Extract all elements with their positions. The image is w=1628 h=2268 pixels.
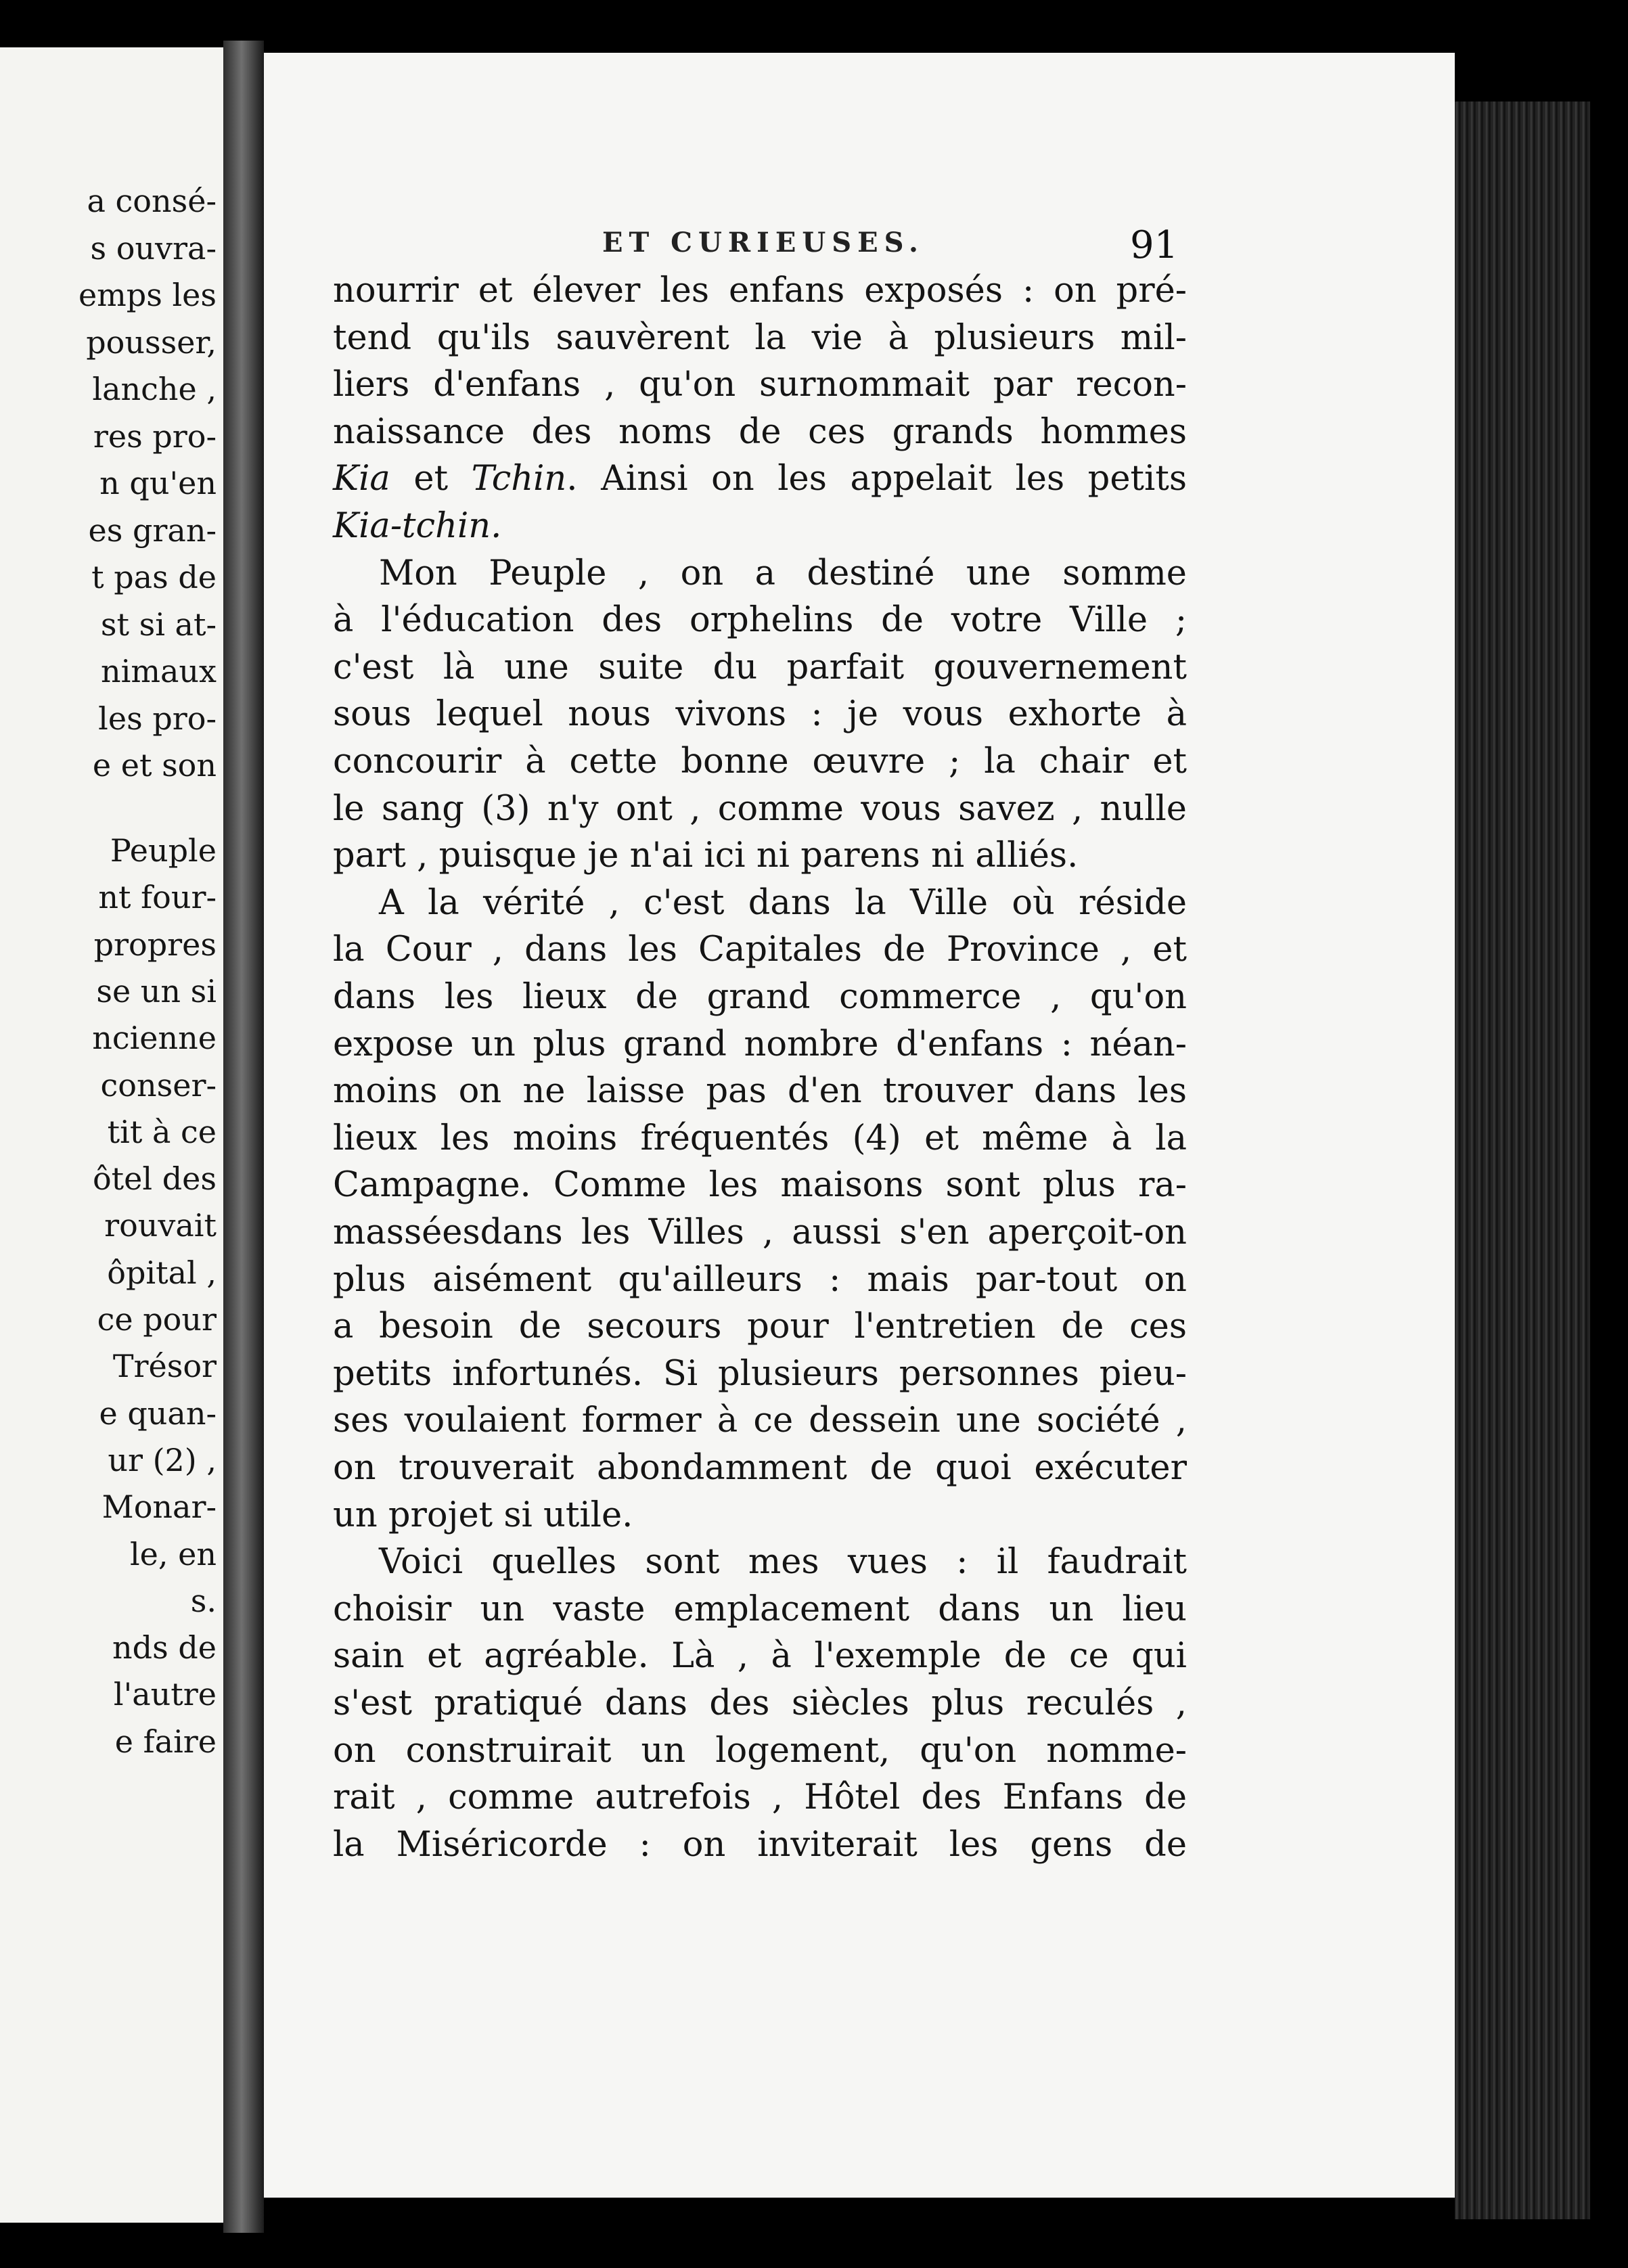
left-page-line: l'autre: [113, 1676, 217, 1713]
left-page-line: nimaux: [101, 653, 217, 689]
text-line: lieux les moins fréquentés (4) et même à la: [333, 1118, 1187, 1158]
left-page-line: es gran-: [88, 512, 217, 549]
italic-name: Kia-tchin.: [333, 506, 502, 546]
text-line: petits infortunés. Si plusieurs personnes pieu-: [333, 1353, 1187, 1394]
text-line: la Cour , dans les Capitales de Province , et: [333, 930, 1187, 970]
text-line: Mon Peuple , on a destiné une somme: [379, 553, 1187, 593]
text-line: part , puisque je n'ai ici ni parens ni alliés.: [333, 836, 1079, 876]
text-line: rait , comme autrefois , Hôtel des Enfans de: [333, 1777, 1187, 1818]
text-line: la Miséricorde : on inviterait les gens de: [333, 1824, 1187, 1865]
left-page-line: les pro-: [98, 700, 217, 737]
text-line: s'est pratiqué dans des siècles plus reculés ,: [333, 1683, 1187, 1723]
left-page-line: ôpital ,: [107, 1254, 217, 1291]
text-line: A la vérité , c'est dans la Ville où réside: [379, 882, 1187, 923]
left-page-line: a consé-: [87, 183, 217, 219]
text-line: concourir à cette bonne œuvre ; la chair et: [333, 742, 1187, 781]
left-page-line: e faire: [114, 1723, 217, 1760]
text-line: masséesdans les Villes , aussi s'en aperçoit-on: [333, 1212, 1187, 1252]
text-line: nourrir et élever les enfans exposés : on pré-: [333, 271, 1187, 311]
text-line: sous lequel nous vivons : je vous exhorte à: [333, 694, 1187, 735]
left-page-line: conser-: [100, 1066, 217, 1104]
text-line: c'est là une suite du parfait gouvernement: [333, 647, 1187, 687]
text-line: expose un plus grand nombre d'enfans : néan-: [333, 1024, 1187, 1064]
text-span: et: [390, 459, 472, 499]
left-page-line: e quan-: [99, 1394, 217, 1432]
text-line: on trouverait abondamment de quoi exécuter: [333, 1448, 1187, 1488]
text-line: [333, 459, 1187, 499]
left-page-line: st si at-: [100, 606, 217, 643]
left-page-line: tit à ce: [107, 1113, 217, 1150]
left-page-line: res pro-: [93, 417, 217, 455]
left-page-line: le, en: [129, 1535, 217, 1572]
left-page-line: ôtel des: [92, 1160, 217, 1198]
left-page-line: Trésor: [112, 1348, 217, 1385]
page-number: 91: [1130, 223, 1179, 267]
left-page-line: nt four-: [98, 879, 217, 916]
left-page-line: rouvait: [104, 1207, 217, 1244]
text-line: un projet si utile.: [333, 1495, 633, 1535]
left-page-fragment: [0, 47, 223, 2223]
left-page-line: ncienne: [92, 1020, 217, 1057]
left-page-line: ur (2) ,: [108, 1441, 217, 1478]
running-head: ET CURIEUSES.: [602, 227, 924, 258]
text-line: à l'éducation des orphelins de votre Ville ;: [333, 600, 1187, 641]
left-page-line: t pas de: [91, 559, 217, 595]
text-line: le sang (3) n'y ont , comme vous savez , nulle: [333, 788, 1187, 829]
italic-name: Tchin: [471, 459, 567, 499]
text-line: Campagne. Comme les maisons sont plus ra-: [333, 1165, 1187, 1206]
left-page-line: nds de: [112, 1629, 217, 1666]
left-page-line: pousser,: [86, 323, 217, 361]
italic-name: Kia: [333, 459, 390, 499]
left-page-line: e et son: [92, 747, 217, 784]
left-page-line: propres: [93, 926, 217, 963]
text-line: on construirait un logement, qu'on nomme-: [333, 1730, 1187, 1771]
text-line: dans les lieux de grand commerce , qu'on: [333, 977, 1187, 1017]
text-line: Voici quelles sont mes vues : il faudrait: [379, 1542, 1187, 1583]
text-line: choisir un vaste emplacement dans un lieu: [333, 1589, 1187, 1629]
left-page-line: Peuple: [110, 832, 217, 869]
text-line: ses voulaient former à ce dessein une société ,: [333, 1401, 1187, 1441]
left-page-line: emps les: [78, 277, 217, 313]
left-page-line: s.: [190, 1582, 217, 1619]
text-line: [333, 506, 1187, 547]
text-line: sain et agréable. Là , à l'exemple de ce qui: [333, 1636, 1187, 1677]
text-line: a besoin de secours pour l'entretien de ces: [333, 1307, 1187, 1347]
left-page-line: Monar-: [101, 1489, 217, 1526]
text-line: naissance des noms de ces grands hommes: [333, 411, 1187, 452]
text-span: . Ainsi on les appelait les petits: [566, 459, 1187, 499]
text-line: plus aisément qu'ailleurs : mais par-tout on: [333, 1259, 1187, 1300]
left-page-line: n qu'en: [99, 465, 217, 501]
left-page-line: s ouvra-: [90, 229, 217, 267]
book-gutter: [223, 41, 264, 2233]
left-page-line: lanche ,: [92, 371, 217, 407]
text-line: tend qu'ils sauvèrent la vie à plusieurs mil-: [333, 317, 1187, 358]
text-line: moins on ne laisse pas d'en trouver dans les: [333, 1071, 1187, 1112]
left-page-line: se un si: [96, 972, 217, 1010]
page-edges: [1455, 101, 1590, 2219]
left-page-line: ce pour: [97, 1301, 217, 1338]
text-line: liers d'enfans , qu'on surnommait par recon-: [333, 365, 1187, 405]
background-right: [1590, 101, 1628, 2268]
